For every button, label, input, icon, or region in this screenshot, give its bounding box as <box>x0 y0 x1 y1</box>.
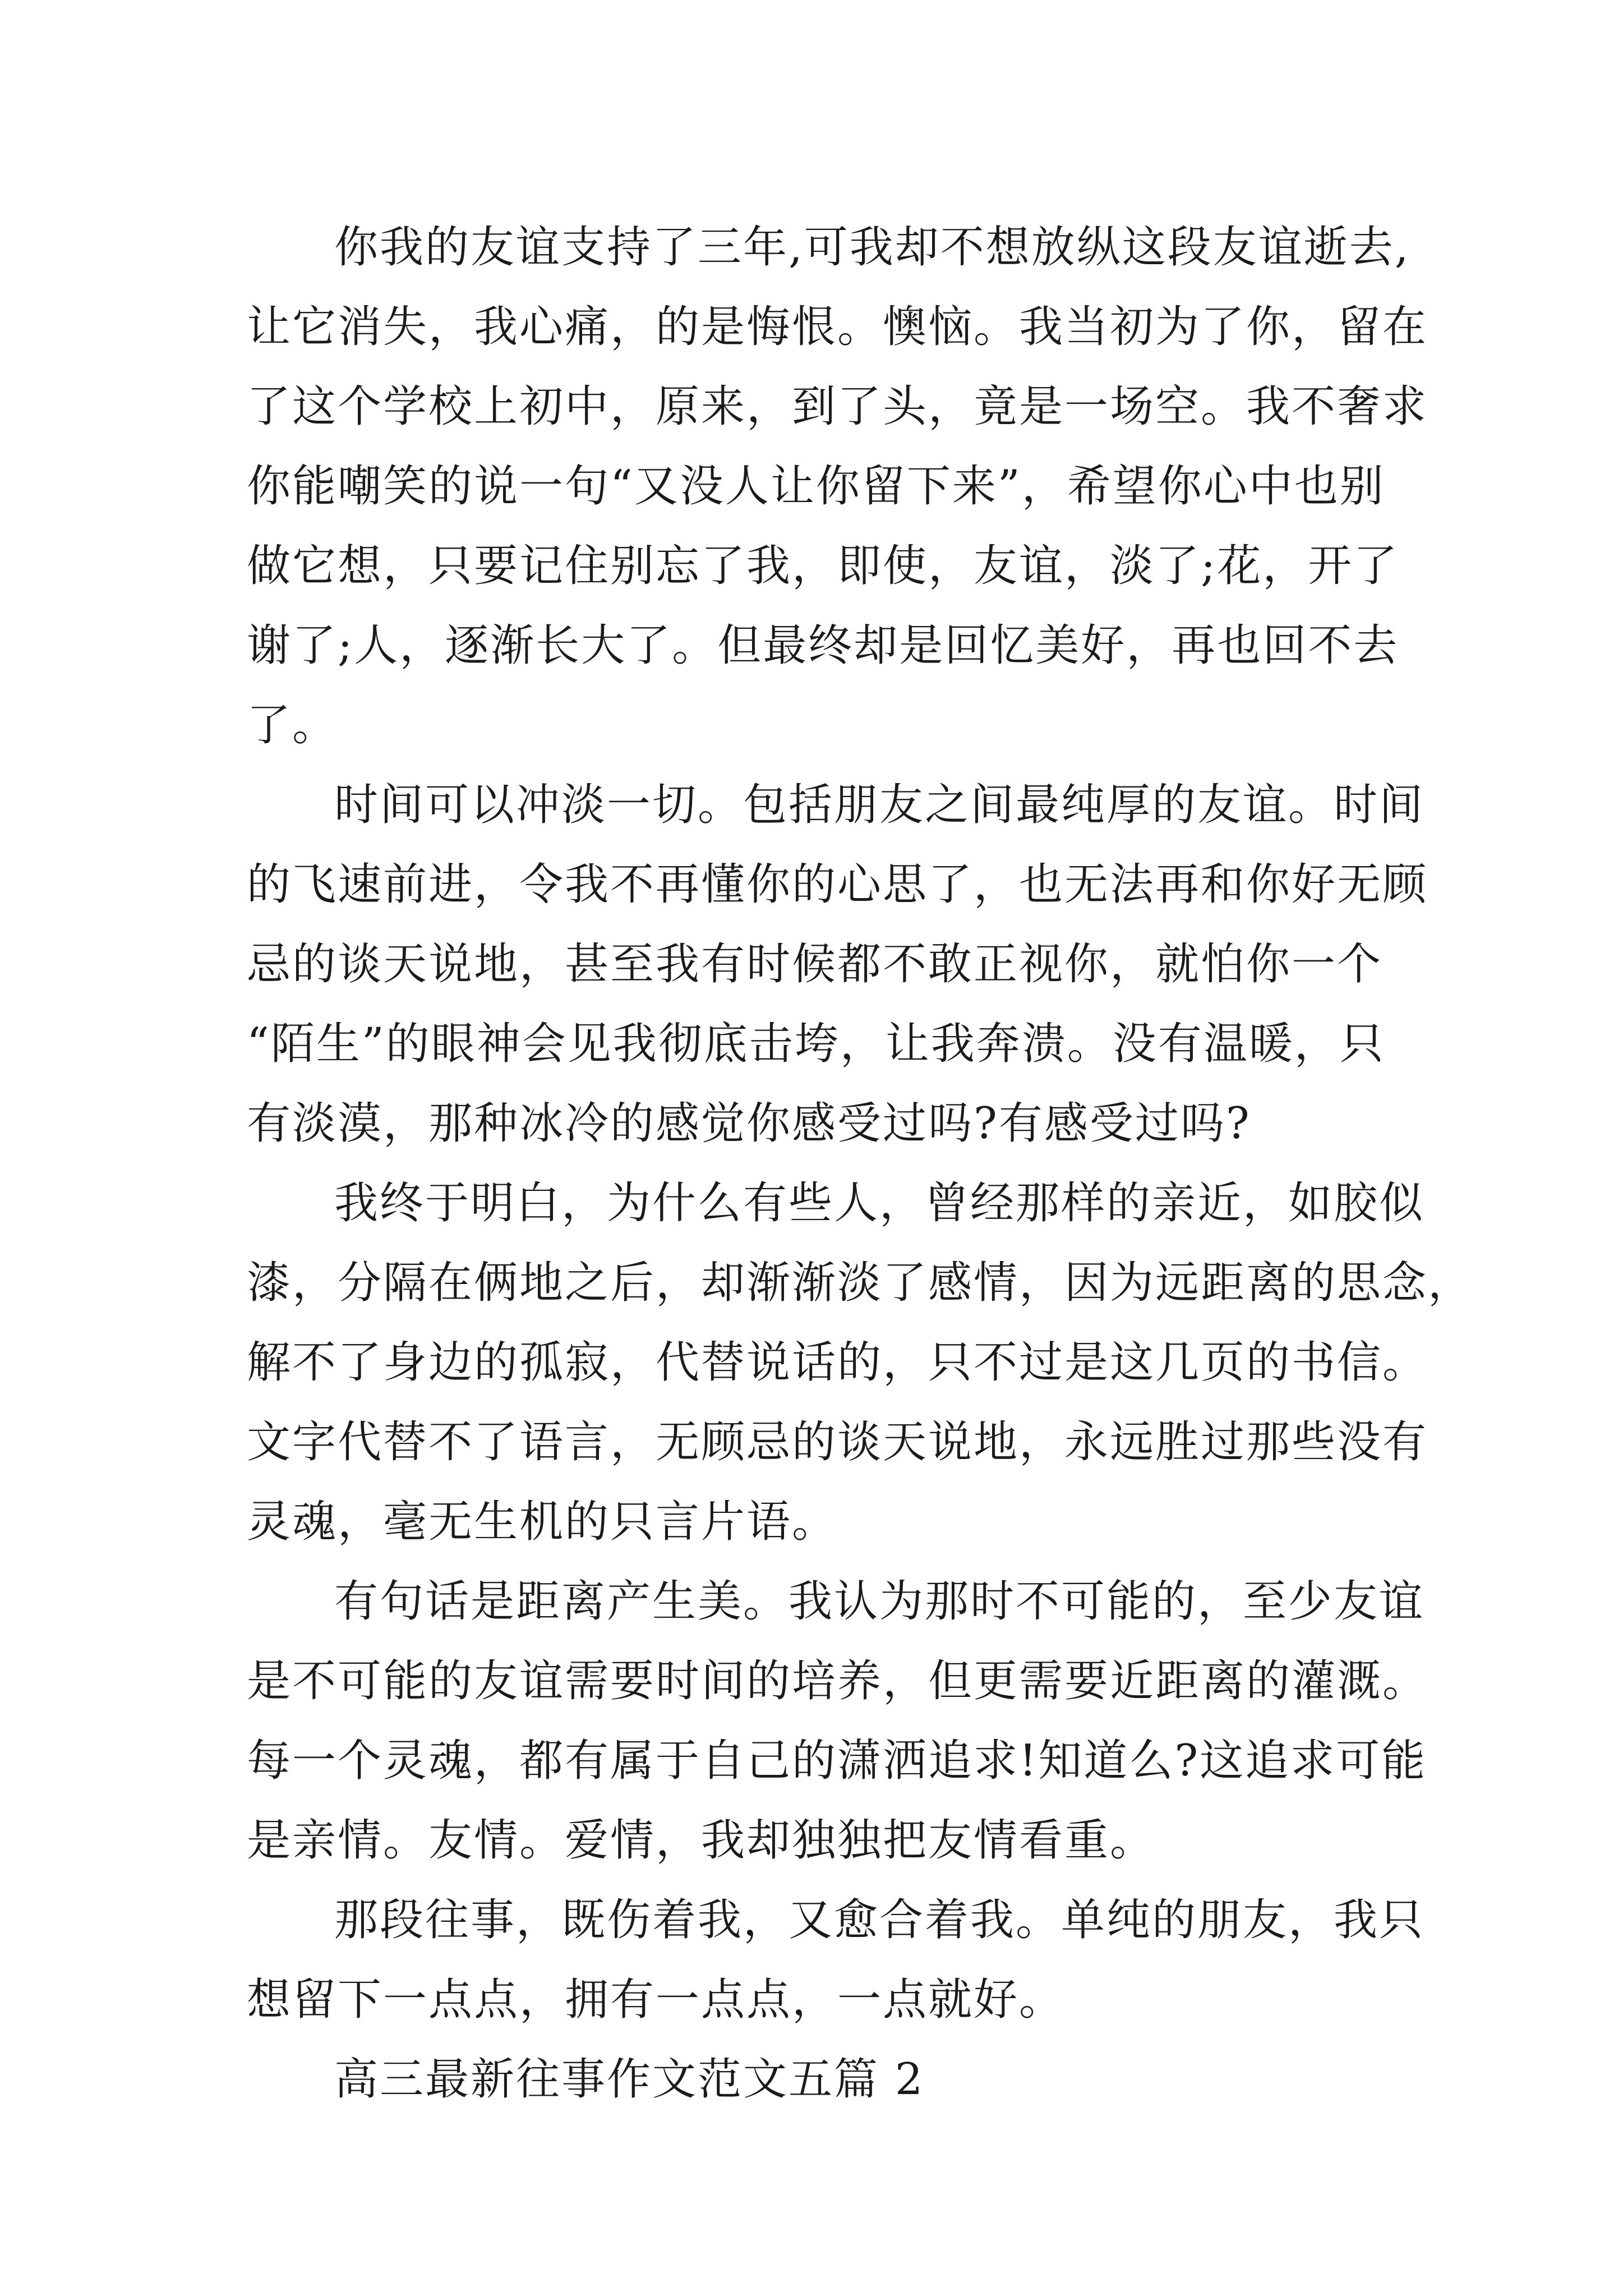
text-line: 时间可以冲淡一切。包括朋友之间最纯厚的友谊。时间 <box>334 780 1425 830</box>
text-line: 文字代替不了语言，无顾忌的谈天说地，永远胜过那些没有 <box>247 1417 1428 1467</box>
paragraph-5 <box>247 1880 1425 2040</box>
paragraph-3 <box>247 1163 1474 1562</box>
text-line: 让它消失，我心痛，的是悔恨。懊恼。我当初为了你，留在 <box>247 302 1428 352</box>
paragraph-1 <box>247 208 1428 765</box>
paragraph-4 <box>247 1562 1428 1880</box>
text-line: 漆，分隔在俩地之后，却渐渐淡了感情，因为远距离的思念， <box>247 1258 1474 1308</box>
text-line: 那段往事，既伤着我，又愈合着我。单纯的朋友，我只 <box>334 1895 1425 1945</box>
document-body <box>247 208 1474 2119</box>
text-line: 谢了;人，逐渐长大了。但最终却是回忆美好，再也回不去 <box>247 620 1399 671</box>
text-line: 是亲情。友情。爱情，我却独独把友情看重。 <box>247 1815 1156 1866</box>
text-line: 灵魂，毫无生机的只言片语。 <box>247 1497 838 1547</box>
text-line: 的飞速前进，令我不再懂你的心思了，也无法再和你好无顾 <box>247 859 1428 910</box>
text-line: 了这个学校上初中，原来，到了头，竟是一场空。我不奢求 <box>247 381 1428 432</box>
text-line: 有句话是距离产生美。我认为那时不可能的，至少友谊 <box>334 1576 1425 1627</box>
text-line: 我终于明白，为什么有些人，曾经那样的亲近，如胶似 <box>334 1178 1425 1228</box>
text-line: 了。 <box>247 700 338 751</box>
text-line: 是不可能的友谊需要时间的培养，但更需要近距离的灌溉。 <box>247 1656 1428 1706</box>
text-line: 解不了身边的孤寂，代替说话的，只不过是这几页的书信。 <box>247 1337 1428 1388</box>
text-line: 有淡漠，那种冰冷的感觉你感受过吗?有感受过吗? <box>247 1098 1251 1149</box>
paragraph-2 <box>247 765 1428 1163</box>
text-line: 你能嘲笑的说一句“又没人让你留下来”，希望你心中也别 <box>247 461 1385 512</box>
section-heading: 高三最新往事作文范文五篇 2 <box>334 2054 925 2105</box>
text-line: “陌生”的眼神会见我彻底击垮，让我奔溃。没有温暖，只 <box>247 1019 1385 1069</box>
text-line: 忌的谈天说地，甚至我有时候都不敢正视你，就怕你一个 <box>247 939 1383 990</box>
text-line: 做它想，只要记住别忘了我，即使，友谊，淡了;花，开了 <box>247 541 1399 591</box>
text-line: 想留下一点点，拥有一点点，一点就好。 <box>247 1975 1065 2025</box>
text-line: 每一个灵魂，都有属于自己的潇洒追求!知道么?这追求可能 <box>247 1736 1427 1786</box>
text-line: 你我的友谊支持了三年,可我却不想放纵这段友谊逝去, <box>334 222 1410 273</box>
